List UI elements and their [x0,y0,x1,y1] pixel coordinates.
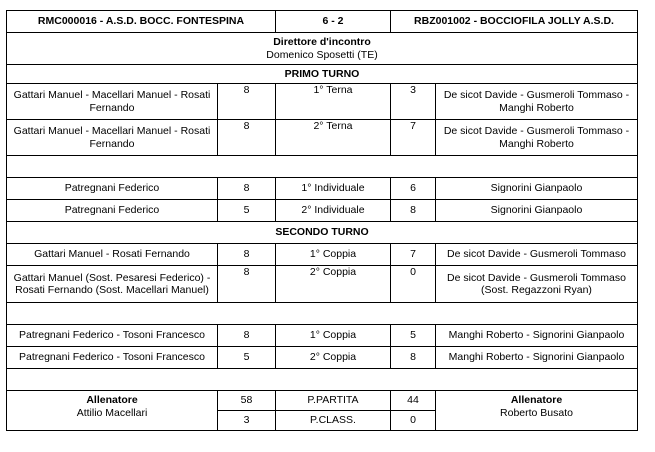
away-players [436,120,638,156]
secondo-turno-title: SECONDO TURNO [7,222,638,244]
home-coach-label: Allenatore [86,394,138,406]
home-players-line: Gattari Manuel (Sost. Pesaresi Federico) - [13,271,211,284]
pclass-away: 0 [391,411,436,431]
home-players-line: Rosati Fernando (Sost. Macellari Manuel) [15,284,209,296]
pclass-label: P.CLASS. [276,411,391,431]
footer-row [7,391,638,411]
game-type: 1° Coppia [276,244,391,266]
home-score: 8 [218,244,276,266]
ppartita-home: 58 [218,391,276,411]
home-score: 8 [218,178,276,200]
section-header-row [7,222,638,244]
home-players-line: Gattari Manuel - Macellari Manuel - Rosati [13,89,211,101]
away-score: 6 [391,178,436,200]
away-score: 8 [391,200,436,222]
home-players: Patregnani Federico - Tosoni Francesco [7,347,218,369]
home-players [7,120,218,156]
game-type: 2° Individuale [276,200,391,222]
away-players [436,84,638,120]
ppartita-away: 44 [391,391,436,411]
match-report-table [6,10,638,431]
spacer-row [7,156,638,178]
home-score: 8 [218,84,276,120]
away-players: Signorini Gianpaolo [436,200,638,222]
game-type: 1° Individuale [276,178,391,200]
away-team: RBZ001002 - BOCCIOFILA JOLLY A.S.D. [391,11,638,33]
table-row [7,266,638,303]
header-row [7,11,638,33]
away-players-line: (Sost. Regazzoni Ryan) [481,284,592,296]
section-header-row [7,65,638,84]
game-type: 2° Coppia [276,266,391,303]
away-players-line: Manghi Roberto [499,101,574,114]
spacer-row [7,369,638,391]
away-score: 3 [391,84,436,120]
home-players: Patregnani Federico - Tosoni Francesco [7,325,218,347]
game-type: 1° Coppia [276,325,391,347]
away-score: 8 [391,347,436,369]
primo-turno-title: PRIMO TURNO [7,65,638,84]
away-players-line: De sicot Davide - Gusmeroli Tommaso - [443,125,630,137]
table-row [7,120,638,156]
spacer-cell [7,369,638,391]
home-score: 5 [218,200,276,222]
spacer-cell [7,156,638,178]
ppartita-label: P.PARTITA [276,391,391,411]
home-players: Patregnani Federico [7,200,218,222]
home-coach-name: Attilio Macellari [76,406,148,419]
home-score: 8 [218,120,276,156]
director-cell [7,33,638,65]
spacer-row [7,303,638,325]
table-row [7,325,638,347]
away-players: Signorini Gianpaolo [436,178,638,200]
table-row [7,178,638,200]
home-players-line: Gattari Manuel - Macellari Manuel - Rosati [13,125,211,137]
away-players: Manghi Roberto - Signorini Gianpaolo [436,347,638,369]
table-row [7,200,638,222]
home-score: 5 [218,347,276,369]
away-score: 7 [391,120,436,156]
director-name: Domenico Sposetti (TE) [266,48,378,61]
game-type: 1° Terna [276,84,391,120]
table-row [7,347,638,369]
home-score: 8 [218,325,276,347]
director-row [7,33,638,65]
home-score: 8 [218,266,276,303]
table-row [7,84,638,120]
home-players: Gattari Manuel - Rosati Fernando [7,244,218,266]
match-score: 6 - 2 [276,11,391,33]
home-players-line: Fernando [89,101,135,114]
away-players: De sicot Davide - Gusmeroli Tommaso [436,244,638,266]
home-players: Patregnani Federico [7,178,218,200]
away-coach [436,391,638,431]
game-type: 2° Terna [276,120,391,156]
away-score: 5 [391,325,436,347]
away-players: Manghi Roberto - Signorini Gianpaolo [436,325,638,347]
pclass-home: 3 [218,411,276,431]
home-players [7,266,218,303]
home-players [7,84,218,120]
game-type: 2° Coppia [276,347,391,369]
away-players-line: De sicot Davide - Gusmeroli Tommaso - [443,89,630,101]
away-players [436,266,638,303]
away-players-line: Manghi Roberto [499,137,574,150]
away-score: 7 [391,244,436,266]
away-players-line: De sicot Davide - Gusmeroli Tommaso [447,271,626,284]
away-coach-name: Roberto Busato [500,406,573,419]
home-team: RMC000016 - A.S.D. BOCC. FONTESPINA [7,11,276,33]
table-row [7,244,638,266]
director-label: Direttore d'incontro [273,36,371,48]
away-score: 0 [391,266,436,303]
home-coach [7,391,218,431]
away-coach-label: Allenatore [510,394,563,406]
home-players-line: Fernando [89,137,135,150]
spacer-cell [7,303,638,325]
